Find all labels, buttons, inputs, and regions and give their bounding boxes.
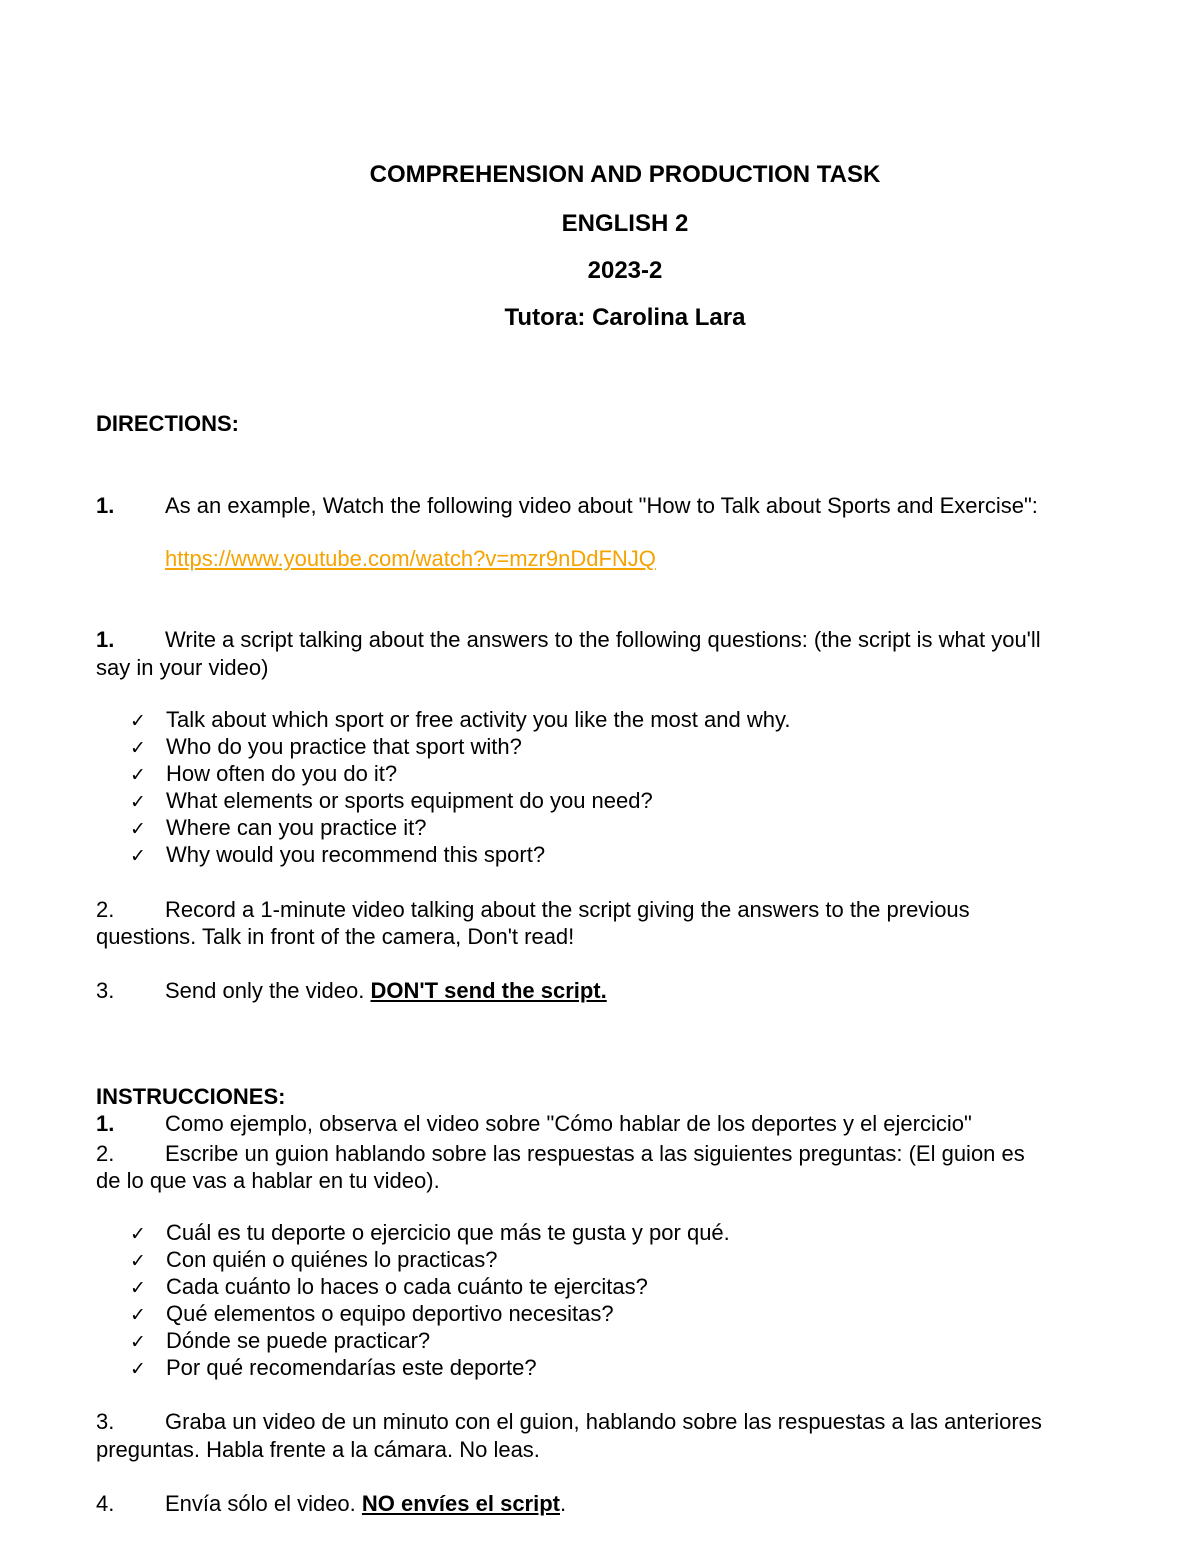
term: 2023-2 (587, 257, 663, 284)
checkmark-icon: ✓ (130, 737, 146, 759)
list-item: ✓ Con quién o quiénes lo practicas? (130, 1246, 497, 1275)
list-item: ✓ Dónde se puede practicar? (130, 1327, 430, 1356)
directions-item4-number: 3. (96, 978, 115, 1003)
directions-item1-number: 1. (96, 493, 115, 518)
instrucciones-item1-number: 1. (96, 1111, 115, 1136)
tutor-name: Tutora: Carolina Lara (504, 304, 746, 331)
directions-item1-text: As an example, Watch the following video about "How to Talk about Sports and Exercise": (165, 493, 1038, 518)
course-name: ENGLISH 2 (561, 210, 689, 237)
list-item: ✓ Where can you practice it? (130, 814, 426, 843)
list-item: ✓ How often do you do it? (130, 760, 397, 789)
checkmark-icon: ✓ (130, 1250, 146, 1272)
checkmark-icon: ✓ (130, 845, 146, 867)
instrucciones-item3-number: 3. (96, 1409, 115, 1434)
instrucciones-heading: INSTRUCCIONES: (96, 1084, 286, 1109)
checkmark-icon: ✓ (130, 764, 146, 786)
list-item: ✓ Talk about which sport or free activity you like the most and why. (130, 706, 790, 735)
list-item: ✓ Cuál es tu deporte o ejercicio que más te gusta y por qué. (130, 1219, 730, 1248)
directions-item2-number: 1. (96, 627, 115, 652)
list-item: ✓ Cada cuánto lo haces o cada cuánto te ejercitas? (130, 1273, 648, 1302)
instrucciones-item2-text-cont: de lo que vas a hablar en tu video). (96, 1168, 440, 1193)
checkmark-icon: ✓ (130, 818, 146, 840)
instrucciones-item3-text-cont: preguntas. Habla frente a la cámara. No leas. (96, 1437, 540, 1462)
directions-item4-text: Send only the video. DON'T send the script. (165, 978, 607, 1003)
checkmark-icon: ✓ (130, 1304, 146, 1326)
checkmark-icon: ✓ (130, 710, 146, 732)
checkmark-icon: ✓ (130, 1277, 146, 1299)
checkmark-icon: ✓ (130, 1223, 146, 1245)
list-item: ✓ Why would you recommend this sport? (130, 841, 545, 870)
checkmark-icon: ✓ (130, 1331, 146, 1353)
instrucciones-item2-number: 2. (96, 1141, 115, 1166)
no-envies-script-emphasis: NO envíes el script (361, 1491, 560, 1516)
instrucciones-item4-number: 4. (96, 1491, 115, 1516)
youtube-link[interactable]: https://www.youtube.com/watch?v=mzr9nDdFNJQ (165, 546, 656, 571)
directions-heading: DIRECTIONS: (96, 411, 239, 436)
dont-send-script-emphasis: DON'T send the script. (370, 978, 607, 1003)
document-title: COMPREHENSION AND PRODUCTION TASK (369, 161, 881, 188)
directions-item2-text: Write a script talking about the answers to the following questions: (the script is what you'll (165, 627, 1041, 652)
directions-item2-text-cont: say in your video) (96, 655, 269, 680)
list-item: ✓ What elements or sports equipment do you need? (130, 787, 653, 816)
instrucciones-item3-text: Graba un video de un minuto con el guion, hablando sobre las respuestas a las anteriores (165, 1409, 1042, 1434)
instrucciones-item2-text: Escribe un guion hablando sobre las respuestas a las siguientes preguntas: (El guion es (165, 1141, 1025, 1166)
list-item: ✓ Por qué recomendarías este deporte? (130, 1354, 537, 1383)
checkmark-icon: ✓ (130, 791, 146, 813)
instrucciones-item4-text: Envía sólo el video. NO envíes el script. (165, 1491, 567, 1516)
checkmark-icon: ✓ (130, 1358, 146, 1380)
directions-item3-text-cont: questions. Talk in front of the camera, Don't read! (96, 924, 575, 949)
directions-item3-text: Record a 1-minute video talking about the script giving the answers to the previous (165, 897, 970, 922)
list-item: ✓ Qué elementos o equipo deportivo necesitas? (130, 1300, 614, 1329)
directions-item3-number: 2. (96, 897, 115, 922)
list-item: ✓ Who do you practice that sport with? (130, 733, 522, 762)
instrucciones-item1-text: Como ejemplo, observa el video sobre "Cómo hablar de los deportes y el ejercicio" (165, 1111, 972, 1136)
